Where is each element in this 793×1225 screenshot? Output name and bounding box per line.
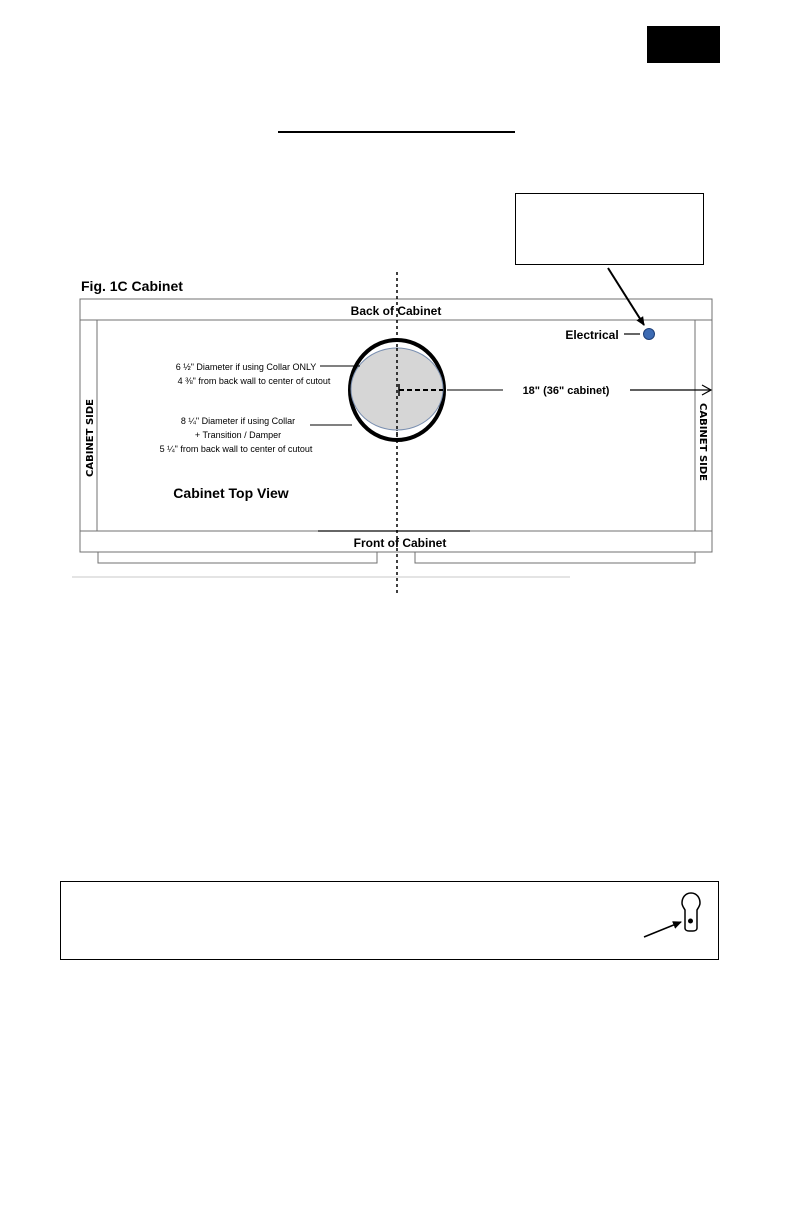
outlet-dot-icon	[644, 329, 655, 340]
front-of-cabinet-label: Front of Cabinet	[353, 536, 447, 550]
damper-note-line1: 8 ¼" Diameter if using Collar	[180, 416, 296, 426]
right-door-outline	[415, 552, 695, 563]
keyhole-icon	[682, 893, 700, 931]
top-view-label: Cabinet Top View	[173, 485, 289, 501]
damper-note-line2: + Transition / Damper	[194, 430, 282, 440]
right-side-label: CABINET SIDE	[697, 403, 708, 481]
measurement-label: 18" (36" cabinet)	[522, 385, 610, 397]
keyhole-arrow	[644, 922, 681, 937]
collar-note-line2: 4 ⅜" from back wall to center of cutout	[177, 376, 331, 386]
left-side-label: CABINET SIDE	[85, 399, 96, 477]
electrical-label: Electrical	[565, 328, 619, 342]
damper-note-line3: 5 ¼" from back wall to center of cutout	[159, 444, 313, 454]
figure-label: Fig. 1C Cabinet	[81, 278, 183, 294]
left-door-outline	[98, 552, 377, 563]
back-of-cabinet-label: Back of Cabinet	[350, 304, 442, 318]
collar-note-line1: 6 ½" Diameter if using Collar ONLY	[175, 362, 317, 372]
